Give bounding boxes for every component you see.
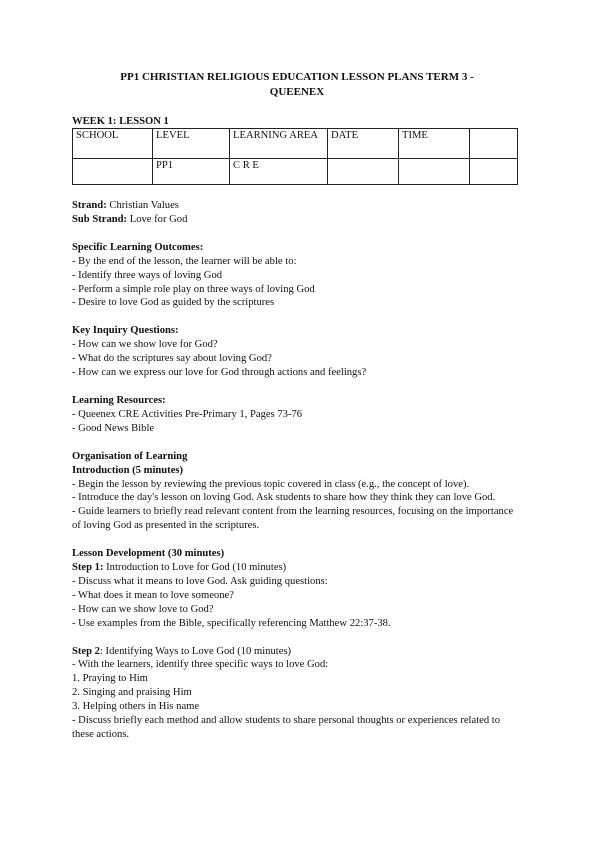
table-header-time: TIME bbox=[399, 129, 470, 159]
list-item: - How can we show love to God? bbox=[72, 603, 214, 615]
organisation-heading: Organisation of Learning bbox=[72, 450, 188, 462]
table-header-level: LEVEL bbox=[153, 129, 230, 159]
table-header-school: SCHOOL bbox=[73, 129, 153, 159]
introduction-heading: Introduction (5 minutes) bbox=[72, 464, 184, 476]
list-item: - What does it mean to love someone? bbox=[72, 589, 234, 601]
list-item: - Queenex CRE Activities Pre-Primary 1, Pages 73-76 bbox=[72, 408, 303, 420]
resources-heading: Learning Resources: bbox=[72, 394, 166, 406]
table-cell-level: PP1 bbox=[153, 159, 230, 185]
substrand-label: Sub Strand: bbox=[72, 213, 128, 225]
outcomes-section bbox=[72, 241, 522, 311]
list-item: - Identify three ways of loving God bbox=[72, 269, 223, 281]
table-cell-school bbox=[73, 159, 153, 185]
table-cell-time bbox=[399, 159, 470, 185]
step2-title: : Identifying Ways to Love God (10 minutes) bbox=[99, 645, 292, 657]
substrand-value: Love for God bbox=[129, 213, 188, 225]
list-item: - Discuss briefly each method and allow students to share personal thoughts or experiences related to these actions. bbox=[72, 715, 501, 740]
table-row bbox=[73, 159, 518, 185]
list-item: 3. Helping others in His name bbox=[72, 701, 200, 713]
step1-title: Introduction to Love for God (10 minutes) bbox=[106, 562, 287, 574]
title-line-1: PP1 CHRISTIAN RELIGIOUS EDUCATION LESSON PLANS TERM 3 - bbox=[120, 71, 474, 83]
step1-line bbox=[72, 561, 522, 575]
table-cell-blank bbox=[470, 159, 518, 185]
inquiry-heading: Key Inquiry Questions: bbox=[72, 325, 179, 337]
step2-line bbox=[72, 645, 522, 659]
lesson-info-table bbox=[72, 128, 518, 185]
organisation-section bbox=[72, 450, 522, 533]
development-heading: Lesson Development (30 minutes) bbox=[72, 548, 225, 560]
table-header-date: DATE bbox=[328, 129, 399, 159]
list-item: - Discuss what it means to love God. Ask guiding questions: bbox=[72, 575, 328, 587]
list-item: - With the learners, identify three specific ways to love God: bbox=[72, 659, 329, 671]
table-header-row bbox=[73, 129, 518, 159]
week-lesson-heading: WEEK 1: LESSON 1 bbox=[72, 116, 169, 127]
inquiry-section bbox=[72, 324, 522, 380]
list-item: - Guide learners to briefly read relevant content from the learning resources, focusing on the importance of loving God as presented in the scriptures. bbox=[72, 506, 514, 532]
step2-section bbox=[72, 645, 522, 742]
list-item: 1. Praying to Him bbox=[72, 673, 148, 685]
list-item: - How can we express our love for God through actions and feelings? bbox=[72, 367, 367, 379]
list-item: - By the end of the lesson, the learner will be able to: bbox=[72, 255, 297, 267]
substrand-line bbox=[72, 213, 522, 227]
table-cell-learning-area: C R E bbox=[230, 159, 328, 185]
title-line-2: QUEENEX bbox=[269, 85, 325, 98]
document-page bbox=[72, 70, 522, 742]
list-item: - How can we show love for God? bbox=[72, 339, 218, 351]
table-header-learning-area: LEARNING AREA bbox=[230, 129, 328, 159]
strand-line bbox=[72, 199, 522, 213]
development-section bbox=[72, 547, 522, 630]
strand-label: Strand: bbox=[72, 200, 107, 211]
list-item: - Perform a simple role play on three ways of loving God bbox=[72, 283, 315, 295]
list-item: 2. Singing and praising Him bbox=[72, 687, 192, 699]
table-cell-date bbox=[328, 159, 399, 185]
list-item: - Good News Bible bbox=[72, 422, 155, 434]
list-item: - Use examples from the Bible, specifically referencing Matthew 22:37-38. bbox=[72, 617, 391, 629]
step2-label: Step 2 bbox=[72, 645, 100, 657]
list-item: - Begin the lesson by reviewing the previous topic covered in class (e.g., the concept of love). bbox=[72, 478, 470, 490]
resources-section bbox=[72, 394, 522, 436]
step1-label: Step 1: bbox=[72, 562, 104, 574]
table-header-blank bbox=[470, 129, 518, 159]
list-item: - Desire to love God as guided by the scriptures bbox=[72, 297, 275, 309]
list-item: - What do the scriptures say about loving God? bbox=[72, 353, 272, 365]
outcomes-heading: Specific Learning Outcomes: bbox=[72, 241, 204, 253]
list-item: - Introduce the day's lesson on loving God. Ask students to share how they think they can love God. bbox=[72, 492, 496, 504]
strand-section bbox=[72, 199, 522, 227]
strand-value: Christian Values bbox=[109, 200, 179, 211]
document-title bbox=[72, 70, 522, 99]
